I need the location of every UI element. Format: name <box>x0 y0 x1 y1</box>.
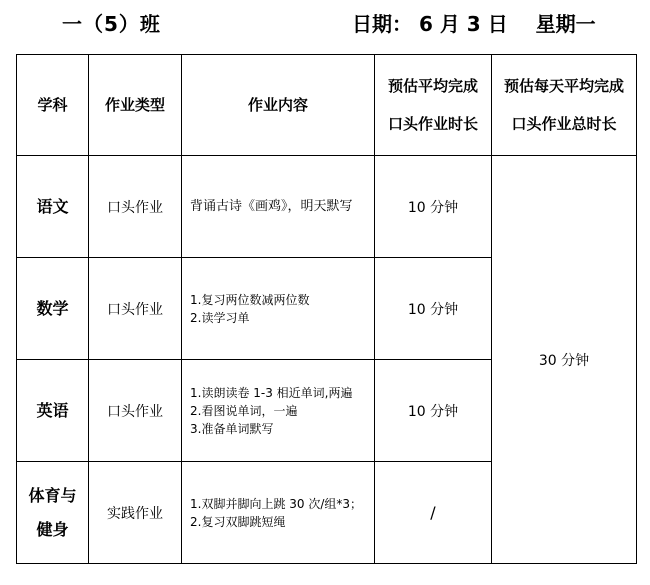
content-cell <box>182 258 375 360</box>
header-type: 作业类型 <box>89 55 182 156</box>
homework-table <box>16 54 637 564</box>
content-line: 3.准备单词默写 <box>190 421 274 436</box>
duration-cell: 10 分钟 <box>375 156 492 258</box>
duration-cell: 10 分钟 <box>375 360 492 462</box>
header-avg-duration <box>375 55 492 156</box>
duration-cell: 10 分钟 <box>375 258 492 360</box>
header-content: 作业内容 <box>182 55 375 156</box>
duration-cell: / <box>375 462 492 564</box>
subject-cell: 数学 <box>17 258 89 360</box>
type-cell: 口头作业 <box>89 156 182 258</box>
table-row <box>17 156 637 258</box>
header-total-duration-line2: 口头作业总时长 <box>511 115 617 133</box>
header-avg-duration-line1: 预估平均完成 <box>387 77 478 95</box>
weekday: 星期一 <box>535 12 596 36</box>
type-cell: 口头作业 <box>89 360 182 462</box>
date-value: 6 月 3 日 <box>418 12 508 36</box>
type-cell: 口头作业 <box>89 258 182 360</box>
header-total-duration-line1: 预估每天平均完成 <box>503 77 624 95</box>
content-line: 背诵古诗《画鸡》，明天默写 <box>190 198 353 214</box>
header-total-duration <box>492 55 637 156</box>
content-line: 2.复习双脚跳短绳 <box>190 514 286 529</box>
subject-line: 健身 <box>36 519 69 539</box>
content-line: 1.双脚并脚向上跳 30 次/组*3； <box>190 496 363 511</box>
type-cell: 实践作业 <box>89 462 182 564</box>
table-header-row <box>17 55 637 156</box>
subject-cell: 语文 <box>17 156 89 258</box>
content-line: 1.读朗读卷 1-3 相近单词,两遍 <box>190 385 353 400</box>
content-line: 1.复习两位数减两位数 <box>190 292 310 307</box>
content-line: 2.看图说单词，一遍 <box>190 403 298 418</box>
content-cell <box>182 156 375 258</box>
subject-cell <box>17 462 89 564</box>
class-title: 一（5）班 <box>62 12 161 36</box>
header-subject: 学科 <box>17 55 89 156</box>
date-label: 日期： <box>352 12 412 36</box>
content-line: 2.读学习单 <box>190 310 250 325</box>
total-duration-cell: 30 分钟 <box>492 156 637 564</box>
date-header <box>352 8 596 37</box>
subject-line: 体育与 <box>28 485 77 505</box>
header-avg-duration-line2: 口头作业时长 <box>387 115 478 133</box>
content-cell <box>182 462 375 564</box>
content-cell <box>182 360 375 462</box>
subject-cell: 英语 <box>17 360 89 462</box>
